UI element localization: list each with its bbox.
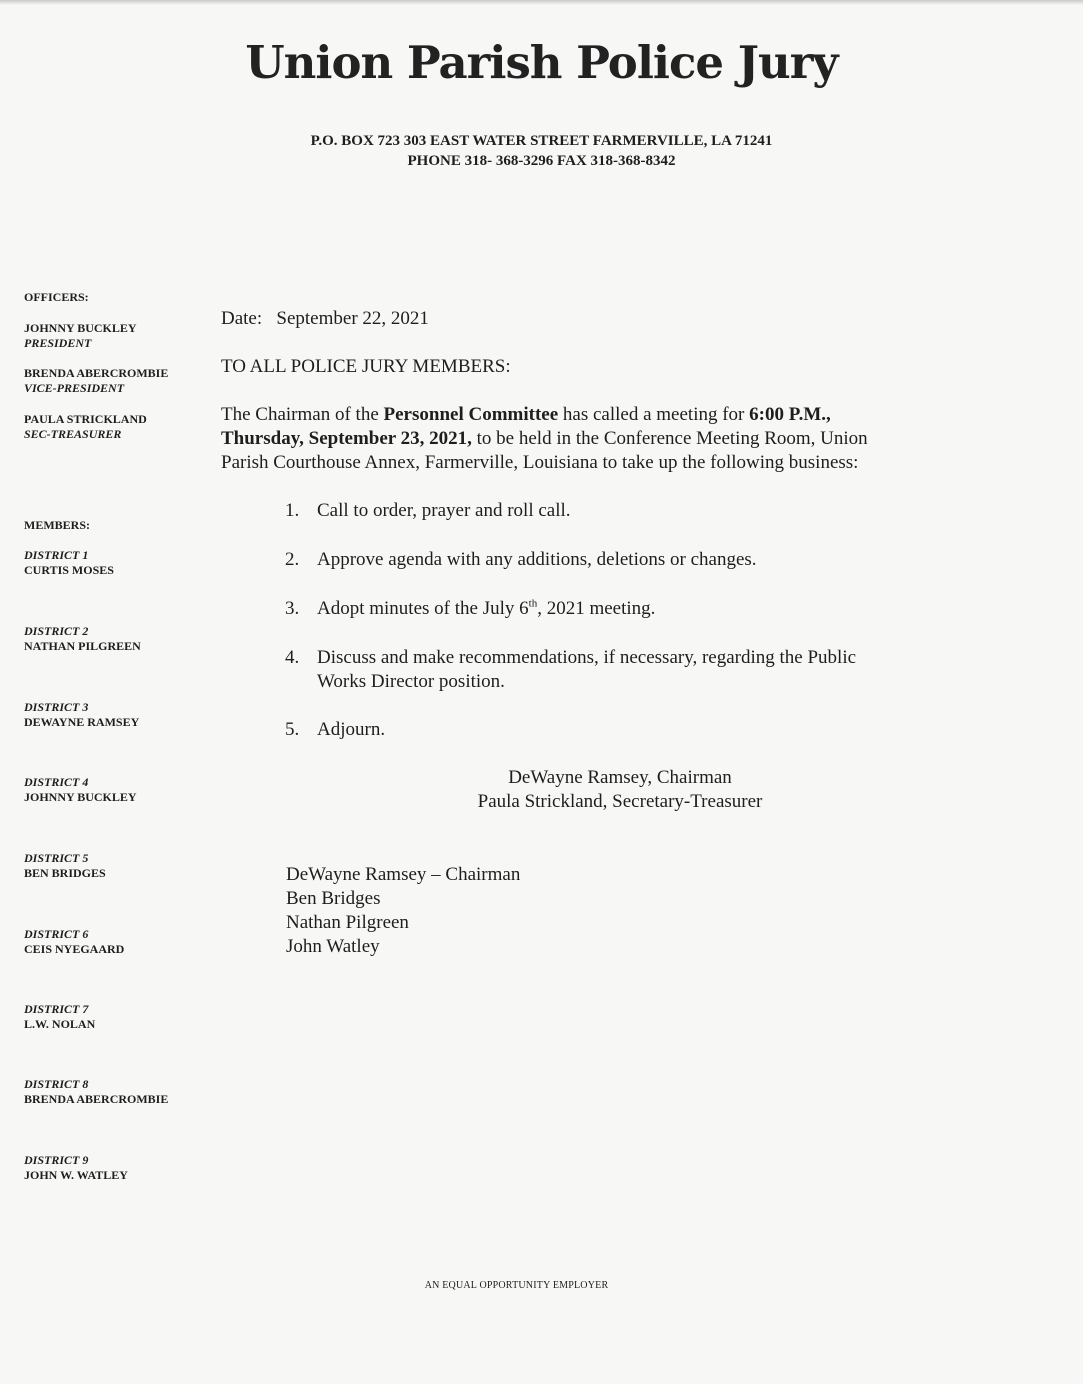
committee-member: Ben Bridges	[286, 888, 381, 909]
member-entry	[24, 1002, 95, 1032]
committee-member: Nathan Pilgreen	[286, 912, 409, 933]
agenda-number: 4.	[285, 647, 300, 668]
letter-date	[221, 307, 429, 331]
member-entry	[24, 700, 139, 730]
member-name: DEWAYNE RAMSEY	[24, 715, 140, 729]
committee-name: Personnel Committee	[383, 404, 559, 425]
officer-role: SEC-TREASURER	[24, 427, 122, 441]
member-name: BEN BRIDGES	[24, 866, 106, 880]
officer-entry	[24, 412, 147, 442]
member-entry	[24, 548, 114, 578]
notice-text: to be held in the Conference Meeting Room, Union	[471, 428, 868, 449]
agenda-text: Call to order, prayer and roll call.	[317, 500, 571, 521]
members-heading: MEMBERS:	[24, 518, 90, 532]
agenda-text	[317, 597, 957, 621]
signature-chairman: DeWayne Ramsey, Chairman	[508, 767, 732, 788]
footer-eoe: AN EQUAL OPPORTUNITY EMPLOYER	[424, 1280, 609, 1291]
member-district: DISTRICT 7	[24, 1002, 89, 1016]
member-name: JOHNNY BUCKLEY	[24, 790, 137, 804]
member-district: DISTRICT 4	[24, 775, 89, 789]
officer-entry	[24, 321, 137, 351]
member-entry	[24, 624, 141, 654]
meeting-notice-paragraph	[221, 403, 981, 475]
notice-text: The Chairman of the	[221, 404, 384, 425]
scan-edge	[0, 0, 1083, 5]
member-district: DISTRICT 6	[24, 927, 89, 941]
address-line: P.O. BOX 723 303 EAST WATER STREET FARMERVILLE, LA 71241	[310, 133, 773, 149]
member-entry	[24, 851, 106, 881]
officer-name: BRENDA ABERCROMBIE	[24, 366, 169, 380]
officer-name: JOHNNY BUCKLEY	[24, 321, 137, 335]
member-district: DISTRICT 1	[24, 548, 89, 562]
member-name: CEIS NYEGAARD	[24, 942, 125, 956]
notice-line	[221, 403, 981, 427]
notice-text: has called a meeting for	[558, 404, 750, 425]
member-name: CURTIS MOSES	[24, 563, 114, 577]
committee-member-list	[286, 863, 520, 959]
member-district: DISTRICT 8	[24, 1077, 89, 1091]
meeting-time: 6:00 P.M.,	[749, 404, 831, 425]
member-district: DISTRICT 9	[24, 1153, 89, 1167]
agenda-text-part: Adopt minutes of the July 6	[317, 598, 529, 619]
date-label: Date:	[221, 308, 263, 329]
date-value: September 22, 2021	[276, 308, 429, 329]
meeting-date: Thursday, September 23, 2021,	[221, 428, 472, 449]
salutation: TO ALL POLICE JURY MEMBERS:	[221, 356, 511, 377]
phone-fax-line: PHONE 318- 368-3296 FAX 318-368-8342	[407, 153, 676, 169]
officer-role: PRESIDENT	[24, 336, 92, 350]
agenda-number: 5.	[285, 719, 300, 740]
officers-heading: OFFICERS:	[24, 290, 89, 304]
officer-role: VICE-PRESIDENT	[24, 381, 125, 395]
officer-name: PAULA STRICKLAND	[24, 412, 147, 426]
agenda-text-line: Works Director position.	[317, 671, 505, 692]
ordinal-suffix: th	[528, 597, 538, 610]
agenda-number: 3.	[285, 598, 300, 619]
letterhead-title: Union Parish Police Jury	[245, 36, 838, 89]
agenda-text: Adjourn.	[317, 719, 386, 740]
member-entry	[24, 775, 137, 805]
member-name: JOHN W. WATLEY	[24, 1168, 128, 1182]
agenda-number: 1.	[285, 500, 300, 521]
agenda-text: Approve agenda with any additions, deletions or changes.	[317, 549, 757, 570]
member-district: DISTRICT 5	[24, 851, 89, 865]
agenda-text-line: Discuss and make recommendations, if necessary, regarding the Public	[317, 647, 857, 668]
agenda-text	[317, 646, 957, 694]
signature-secretary: Paula Strickland, Secretary-Treasurer	[477, 791, 763, 812]
committee-member: John Watley	[286, 936, 380, 957]
officer-entry	[24, 366, 168, 396]
member-name: BRENDA ABERCROMBIE	[24, 1092, 169, 1106]
agenda-text-part: , 2021 meeting.	[537, 598, 656, 619]
notice-line: Parish Courthouse Annex, Farmerville, Louisiana to take up the following business:	[221, 452, 859, 473]
notice-line	[221, 427, 981, 451]
agenda-number: 2.	[285, 549, 300, 570]
member-district: DISTRICT 2	[24, 624, 89, 638]
member-entry	[24, 1077, 168, 1107]
member-name: NATHAN PILGREEN	[24, 639, 141, 653]
member-entry	[24, 1153, 128, 1183]
member-district: DISTRICT 3	[24, 700, 89, 714]
member-entry	[24, 927, 124, 957]
member-name: L.W. NOLAN	[24, 1017, 96, 1031]
committee-member: DeWayne Ramsey – Chairman	[286, 864, 521, 885]
